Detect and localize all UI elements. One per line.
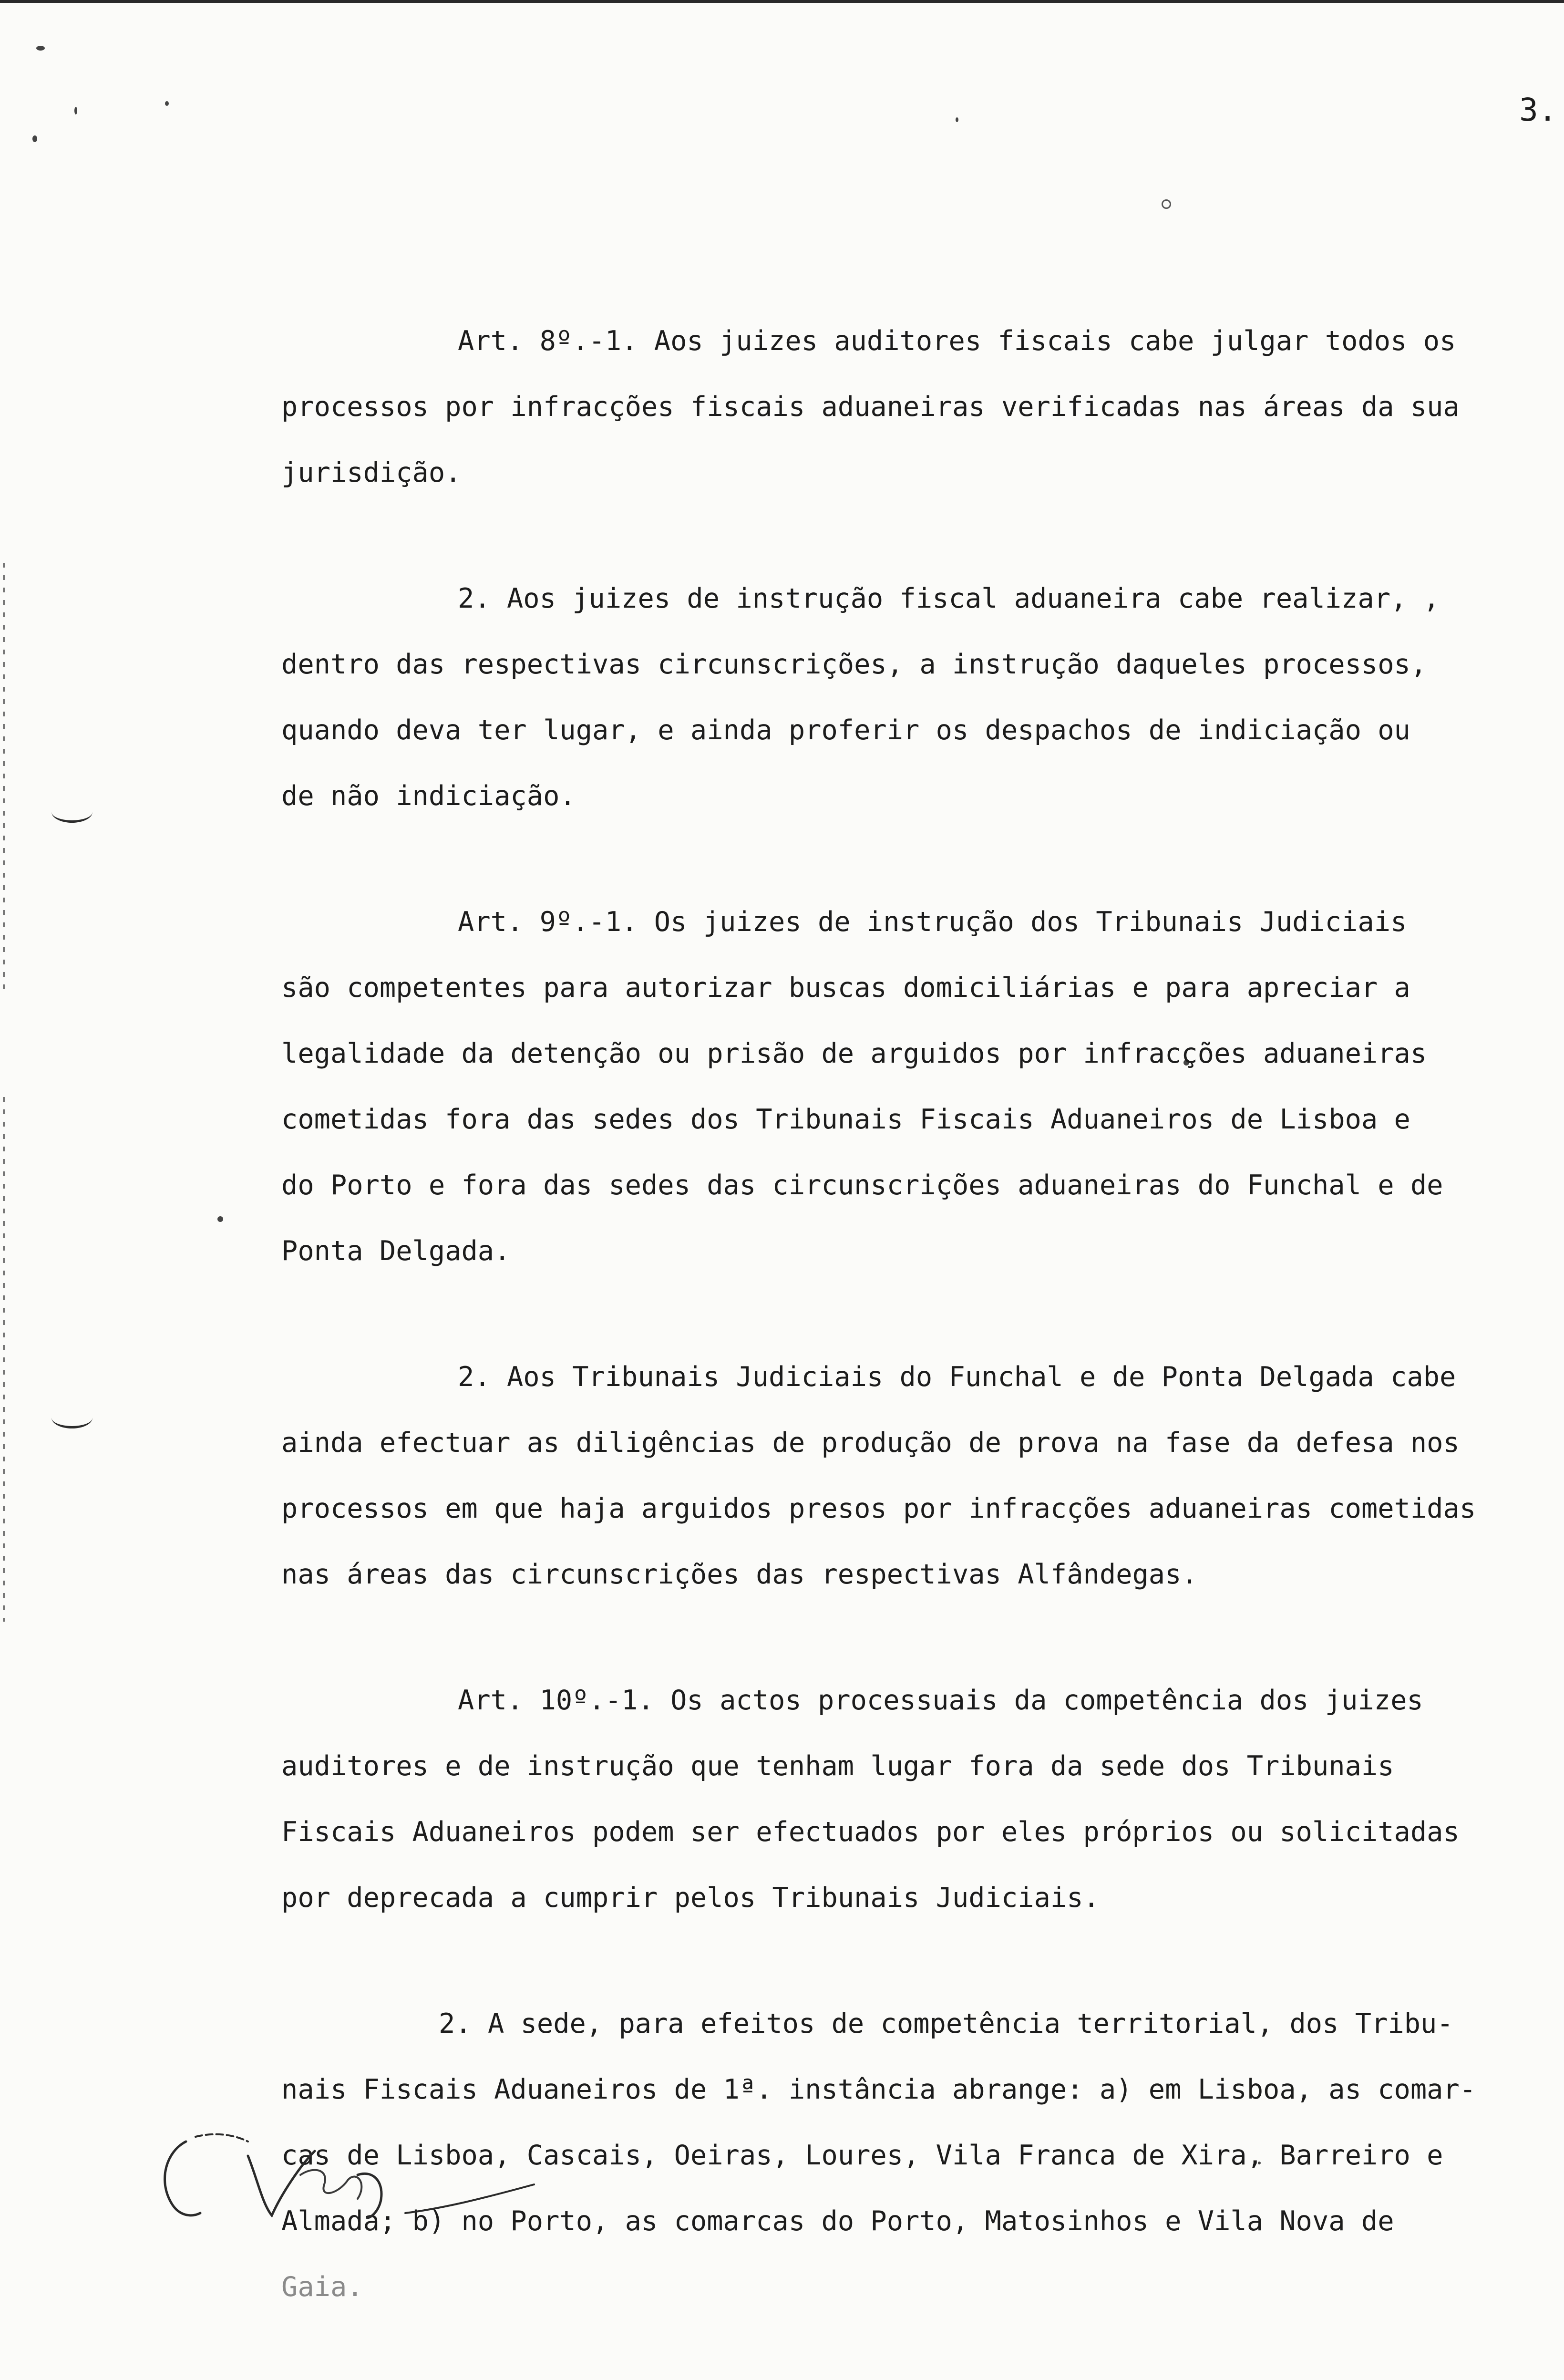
text-line: 2. A sede, para efeitos de competência territorial, dos Tribu- xyxy=(439,2008,1453,2039)
text-line: auditores e de instrução que tenham lugar fora da sede dos Tribunais xyxy=(281,1750,1394,1782)
paragraph-art-8-2 xyxy=(281,566,1544,829)
text-line: ainda efectuar as diligências de produção de prova na fase da defesa nos xyxy=(281,1427,1460,1459)
text-line: Art. 9º.-1. Os juizes de instrução dos Tribunais Judiciais xyxy=(458,906,1407,938)
text-line: do Porto e fora das sedes das circunscrições aduaneiras do Funchal e de xyxy=(281,1169,1443,1201)
text-line: de não indiciação. xyxy=(281,780,576,812)
page-top-edge xyxy=(0,0,1564,3)
binding-mark-upper xyxy=(3,563,5,992)
text-line: quando deva ter lugar, e ainda proferir os despachos de indiciação ou xyxy=(281,714,1410,746)
text-line: nais Fiscais Aduaneiros de 1ª. instância abrange: a) em Lisboa, as comar- xyxy=(281,2074,1476,2105)
speck xyxy=(74,107,77,114)
speck xyxy=(165,101,169,106)
paragraph-art-9-1 xyxy=(281,889,1544,1284)
speck xyxy=(1162,199,1171,209)
text-line: 2. Aos juizes de instrução fiscal aduaneira cabe realizar, , xyxy=(458,583,1440,614)
paragraph-art-8-1 xyxy=(281,308,1544,506)
text-line: processos em que haja arguidos presos por infracções aduaneiras cometidas xyxy=(281,1493,1476,1524)
text-line: nas áreas das circunscrições das respectivas Alfândegas. xyxy=(281,1559,1198,1590)
text-line: por deprecada a cumprir pelos Tribunais Judiciais. xyxy=(281,1882,1100,1914)
text-line: processos por infracções fiscais aduaneiras verificadas nas áreas da sua xyxy=(281,391,1460,423)
text-line: Ponta Delgada. xyxy=(281,1235,511,1267)
text-line: Fiscais Aduaneiros podem ser efectuados por eles próprios ou solicitadas xyxy=(281,1816,1460,1848)
text-line: Art. 8º.-1. Aos juizes auditores fiscais cabe julgar todos os xyxy=(458,325,1456,357)
text-line: Art. 10º.-1. Os actos processuais da competência dos juizes xyxy=(458,1685,1423,1716)
binding-hole-lower xyxy=(51,1407,93,1428)
text-line: cometidas fora das sedes dos Tribunais Fiscais Aduaneiros de Lisboa e xyxy=(281,1104,1410,1135)
text-line: jurisdição. xyxy=(281,457,462,488)
text-line: legalidade da detenção ou prisão de arguidos por infracções aduaneiras xyxy=(281,1038,1427,1069)
text-line: 2. Aos Tribunais Judiciais do Funchal e de Ponta Delgada cabe xyxy=(458,1361,1456,1393)
paragraph-art-10-1 xyxy=(281,1667,1544,1931)
speck xyxy=(36,46,45,51)
text-line: dentro das respectivas circunscrições, a instrução daqueles processos, xyxy=(281,649,1427,680)
text-line: Gaia. xyxy=(281,2271,363,2303)
page-number: 3. xyxy=(1519,92,1557,128)
binding-hole-upper xyxy=(51,801,93,823)
speck xyxy=(32,135,37,142)
speck xyxy=(956,117,958,122)
text-line: são competentes para autorizar buscas domiciliárias e para apreciar a xyxy=(281,972,1410,1004)
binding-mark-lower xyxy=(3,1097,5,1622)
document-body xyxy=(281,308,1544,2380)
text-line: Almada; b) no Porto, as comarcas do Porto, Matosinhos e Vila Nova de xyxy=(281,2205,1394,2237)
text-line: cas de Lisboa, Cascais, Oeiras, Loures, Vila Franca de Xira, Barreiro e xyxy=(281,2140,1443,2171)
speck xyxy=(217,1216,223,1222)
paragraph-art-9-2 xyxy=(281,1344,1544,1607)
handwritten-signature xyxy=(157,2122,567,2223)
